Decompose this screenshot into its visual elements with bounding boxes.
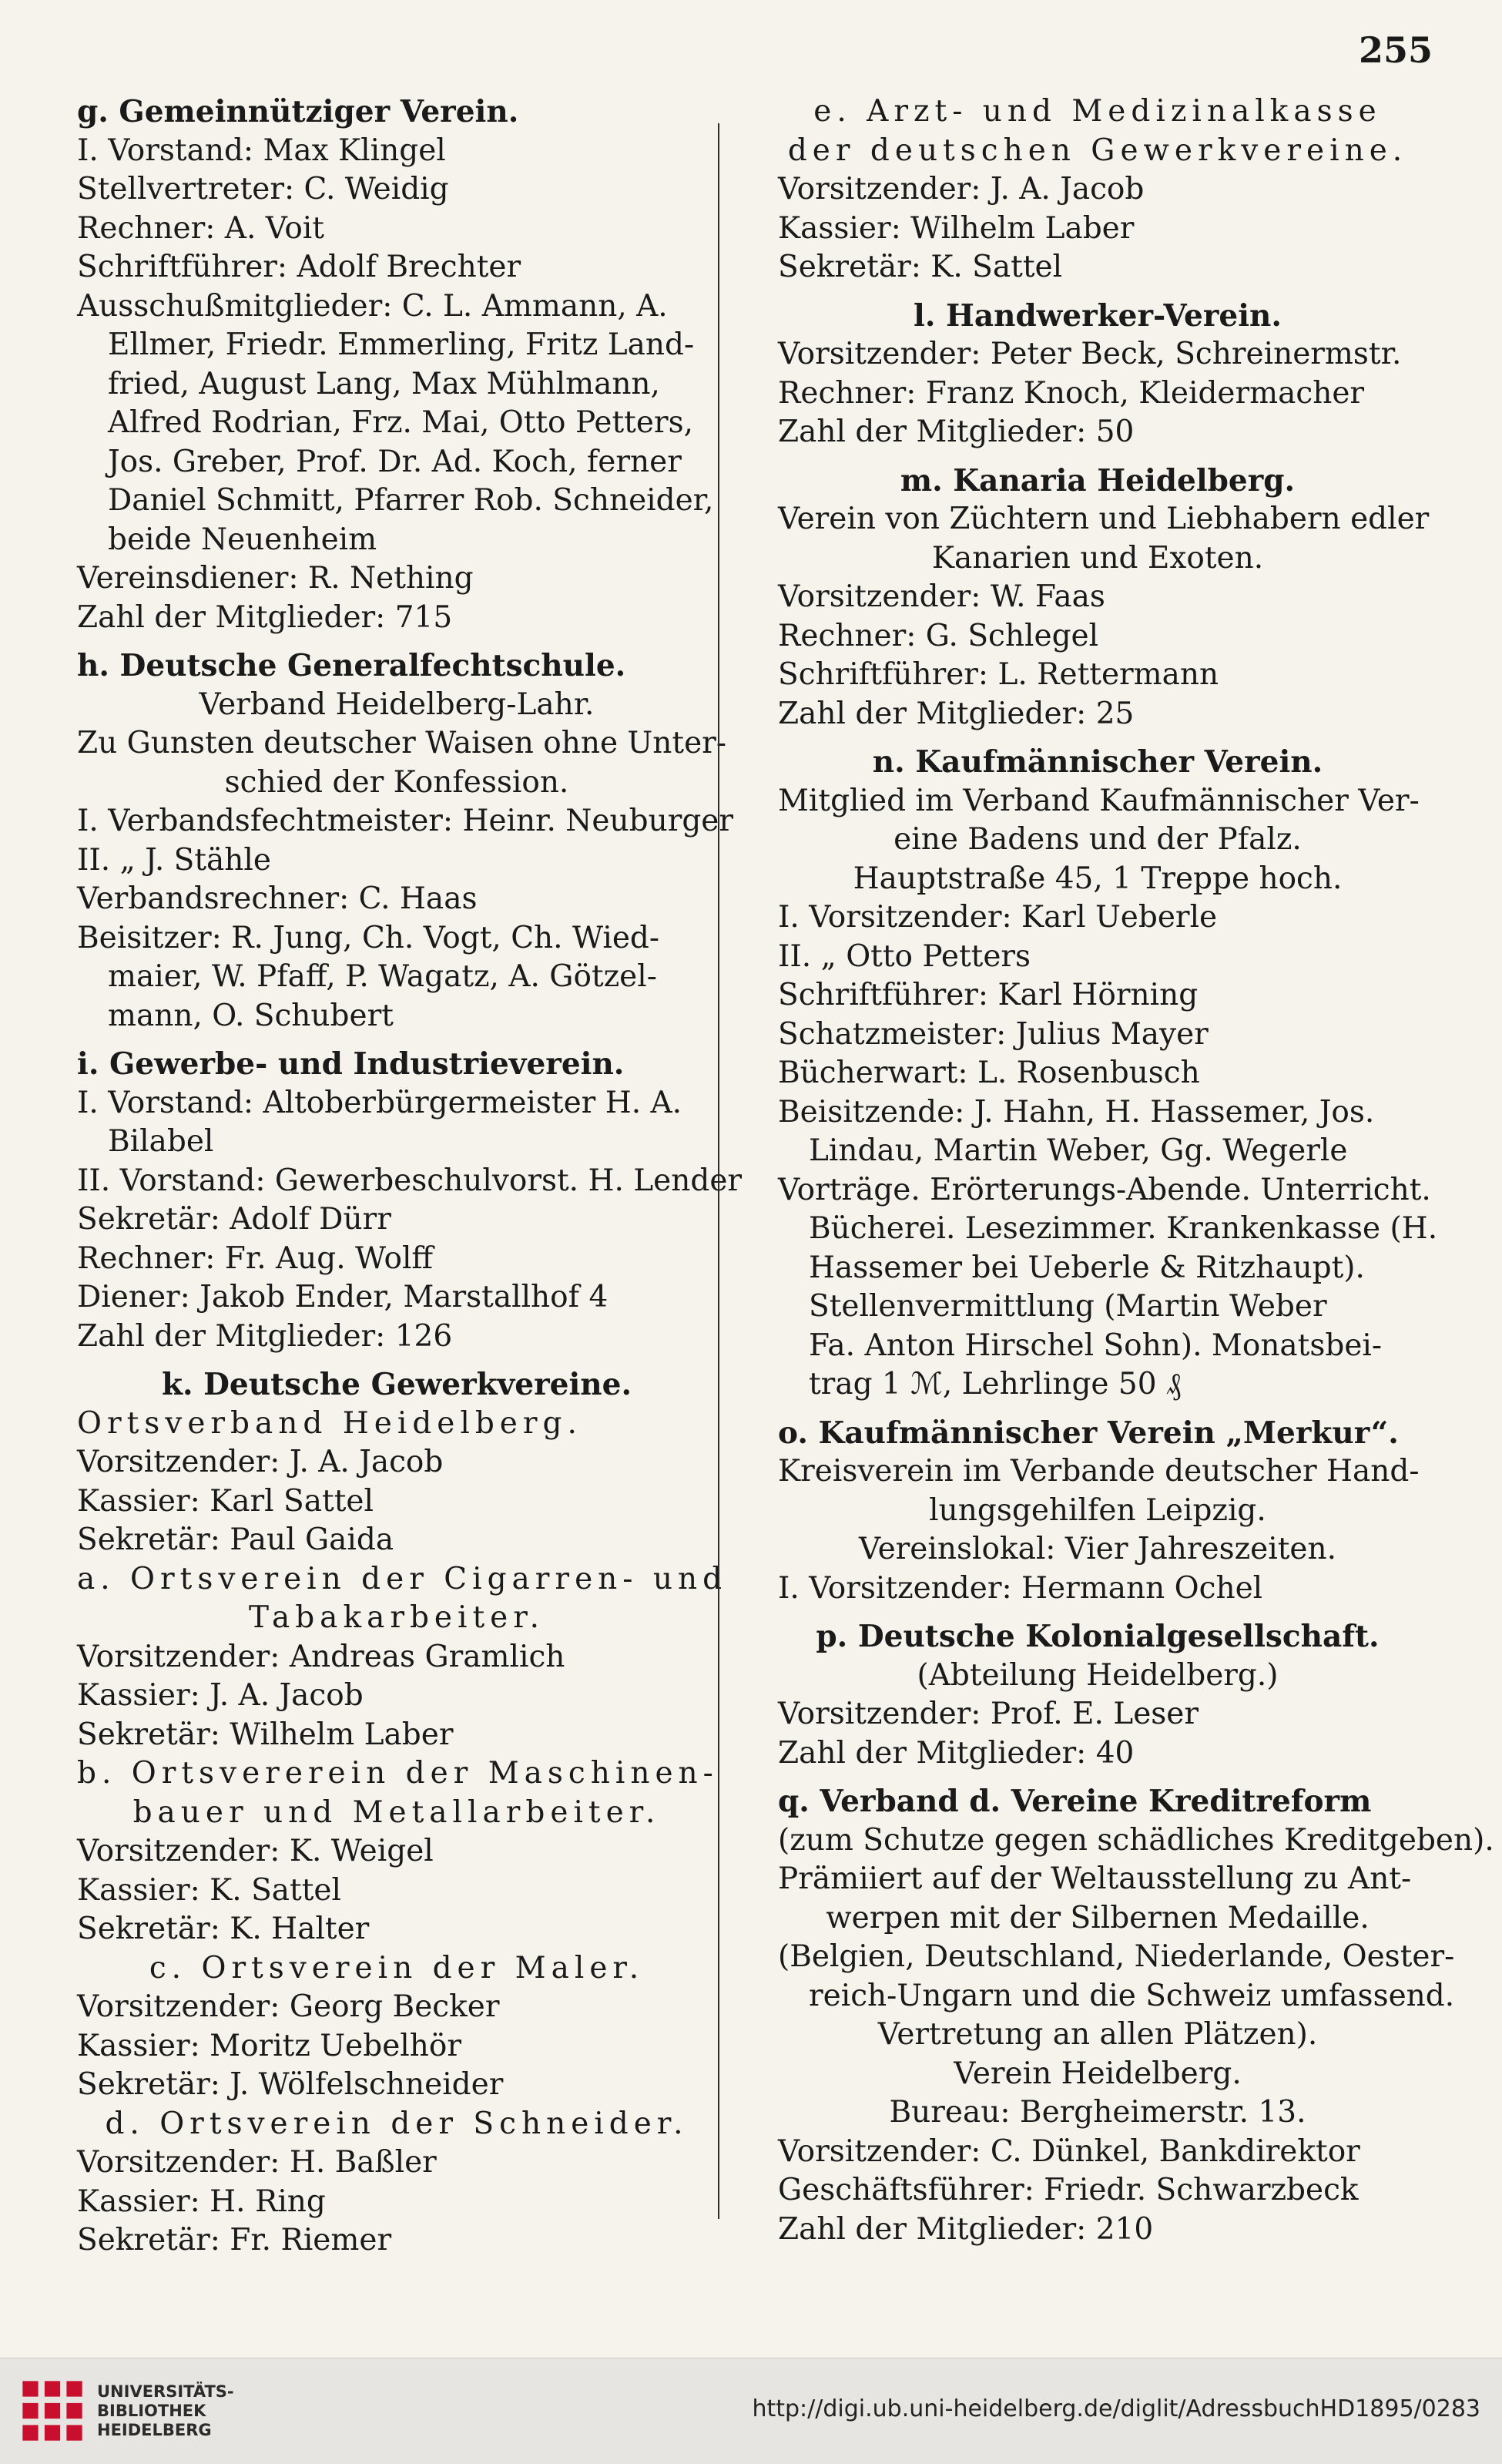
entry-line: Kassier: K. Sattel [77,1872,341,1908]
entry-line: I. Vorsitzender: Hermann Ochel [778,1570,1263,1606]
section-heading: g. Gemeinnütziger Verein. [77,94,519,129]
entry-line: Zahl der Mitglieder: 210 [778,2211,1154,2247]
entry-line: Diener: Jakob Ender, Marstallhof 4 [77,1280,609,1314]
entry-line: Rechner: A. Voit [77,210,324,246]
library-logo [17,2375,234,2446]
entry-line: Rechner: G. Schlegel [778,618,1099,653]
entry-line: Vorsitzender: Peter Beck, Schreinermstr. [778,337,1402,371]
source-url[interactable]: http://digi.ub.uni-heidelberg.de/diglit/AdressbuchHD1895/0283 [752,2395,1480,2422]
entry-line: Sekretär: Wilhelm Laber [77,1717,454,1752]
section-heading: n. Kaufmännischer Verein. [872,744,1323,780]
section-heading: m. Kanaria Heidelberg. [900,462,1296,499]
logo-line-2: BIBLIOTHEK [97,2401,206,2420]
entry-line: II. „ J. Stähle [77,842,271,878]
entry-line: Vorträge. Erörterungs-Abende. Unterricht. [778,1172,1431,1207]
entry-line: Vereinsdiener: R. Nething [77,561,474,596]
entry-line: Vorsitzender: Andreas Gramlich [77,1639,565,1674]
entry-line: II. „ Otto Petters [778,938,1031,974]
section-heading: l. Handwerker-Verein. [914,297,1282,334]
entry-line: Ortsverband Heidelberg. [77,1405,582,1441]
entry-line: Schriftführer: L. Rettermann [778,657,1219,692]
entry-line: bauer und Metallarbeiter. [132,1794,661,1830]
entry-line: Hassemer bei Ueberle & Ritzhaupt). [809,1250,1365,1285]
entry-line: Zahl der Mitglieder: 126 [77,1318,453,1354]
entry-line: Schatzmeister: Julius Mayer [778,1016,1209,1052]
entry-line: Verein von Züchtern und Liebhabern edler [778,502,1430,536]
entry-line: Sekretär: J. Wölfelschneider [77,2067,504,2102]
entry-line: Rechner: Franz Knoch, Kleidermacher [778,375,1365,411]
section-heading: q. Verband d. Vereine Kreditreform [778,1784,1372,1819]
entry-line: I. Vorsitzender: Karl Ueberle [778,900,1218,935]
entry-line: Vorsitzender: C. Dünkel, Bankdirektor [778,2133,1360,2169]
entry-line: schied der Konfession. [224,764,569,800]
entry-line: Lindau, Martin Weber, Gg. Wegerle [809,1133,1348,1168]
left-column [77,92,743,2261]
entry-line: Sekretär: Fr. Riemer [77,2223,392,2258]
entry-line: reich-Ungarn und die Schweiz umfassend. [809,1978,1455,2013]
entry-line: Hauptstraße 45, 1 Treppe hoch. [853,861,1343,896]
footer-bar [0,2358,1502,2464]
entry-line: Schriftführer: Karl Hörning [778,978,1199,1012]
entry-line: Ellmer, Friedr. Emmerling, Fritz Land- [108,327,695,362]
entry-line: Verbandsrechner: C. Haas [77,881,478,916]
entry-line: Fa. Anton Hirschel Sohn). Monatsbei- [809,1328,1383,1363]
entry-line: Bücherei. Lesezimmer. Krankenkasse (H. [809,1211,1438,1246]
entry-line: werpen mit der Silbernen Medaille. [826,1900,1370,1935]
entry-line: Vorsitzender: Prof. E. Leser [778,1697,1199,1731]
entry-line: Stellenvermittlung (Martin Weber [809,1289,1327,1324]
entry-line: Sekretär: Adolf Dürr [77,1202,391,1237]
entry-line: Prämiiert auf der Weltausstellung zu Ant- [778,1861,1412,1896]
entry-line: Stellvertreter: C. Weidig [77,172,449,206]
entry-line: Vorsitzender: H. Baßler [77,2145,437,2180]
entry-line: I. Vorstand: Altoberbürgermeister H. A. [77,1085,682,1120]
entry-line: I. Verbandsfechtmeister: Heinr. Neuburger [77,804,734,838]
entry-line: Verband Heidelberg-Lahr. [199,686,595,722]
entry-line: Alfred Rodrian, Frz. Mai, Otto Petters, [108,405,693,440]
entry-line: II. Vorstand: Gewerbeschulvorst. H. Lender [77,1163,743,1198]
entry-line: der deutschen Gewerkvereine. [787,133,1408,168]
logo-line-1: UNIVERSITÄTS- [97,2382,234,2401]
entry-line: Vereinslokal: Vier Jahreszeiten. [858,1532,1337,1566]
column-divider [718,123,719,2219]
entry-line: Beisitzende: J. Hahn, H. Hassemer, Jos. [778,1094,1375,1130]
entry-line: trag 1 ℳ, Lehrlinge 50 ₰ [809,1367,1182,1402]
entry-line: Zahl der Mitglieder: 25 [778,696,1135,731]
entry-line: Vorsitzender: K. Weigel [77,1834,434,1868]
entry-line: Rechner: Fr. Aug. Wolff [77,1240,434,1276]
entry-line: Mitglied im Verband Kaufmännischer Ver- [778,783,1420,818]
entry-line: eine Badens und der Pfalz. [893,822,1302,857]
entry-line: Kassier: Karl Sattel [77,1483,374,1519]
entry-line: fried, August Lang, Max Mühlmann, [108,366,660,401]
entry-line: Bilabel [108,1124,214,1159]
entry-line: I. Vorstand: Max Klingel [77,133,446,168]
entry-line: Tabakarbeiter. [248,1600,545,1635]
entry-line: Beisitzer: R. Jung, Ch. Vogt, Ch. Wied- [77,920,660,955]
entry-line: c. Ortsverein der Maler. [149,1950,645,1986]
entry-line: Geschäftsführer: Friedr. Schwarzbeck [778,2173,1359,2207]
entry-line: Zu Gunsten deutscher Waisen ohne Unter- [77,726,726,760]
entry-line: Vorsitzender: Georg Becker [77,1989,500,2024]
entry-line: Kreisverein im Verbande deutscher Hand- [778,1454,1420,1489]
entry-line: (Belgien, Deutschland, Niederlande, Oester- [778,1939,1455,1974]
section-heading: o. Kaufmännischer Verein „Merkur“. [778,1415,1399,1451]
entry-line: Vorsitzender: J. A. Jacob [77,1445,444,1479]
section-heading: h. Deutsche Generalfechtschule. [77,648,626,683]
entry-line: Sekretär: K. Halter [77,1912,370,1946]
logo-line-3: HEIDELBERG [97,2420,212,2439]
entry-line: maier, W. Pfaff, P. Wagatz, A. Götzel- [108,959,657,994]
entry-line: a. Ortsverein der Cigarren- und [77,1561,728,1596]
entry-line: e. Arzt- und Medizinalkasse [813,94,1382,129]
entry-line: Daniel Schmitt, Pfarrer Rob. Schneider, [108,483,714,518]
entry-line: Jos. Greber, Prof. Dr. Ad. Koch, ferner [108,444,682,479]
entry-line: Verein Heidelberg. [954,2056,1242,2091]
section-heading: i. Gewerbe- und Industrieverein. [77,1046,625,1082]
entry-line: d. Ortsverein der Schneider. [105,2106,689,2141]
entry-line: Kassier: J. A. Jacob [77,1678,364,1713]
entry-line: Zahl der Mitglieder: 50 [778,415,1135,449]
entry-line: Vorsitzender: W. Faas [778,579,1105,614]
entry-line: Vorsitzender: J. A. Jacob [778,172,1145,206]
entry-line: (zum Schutze gegen schädliches Kreditgeben). [778,1822,1494,1858]
entry-line: Sekretär: K. Sattel [778,250,1063,284]
entry-line: Kassier: Wilhelm Laber [778,210,1135,246]
entry-line: Zahl der Mitglieder: 40 [778,1735,1135,1771]
entry-line: b. Ortsvererein der Maschinen- [77,1756,719,1791]
entry-line: Vertretung an allen Plätzen). [877,2017,1318,2052]
entry-line: lungsgehilfen Leipzig. [929,1492,1266,1528]
entry-line: Zahl der Mitglieder: 715 [77,599,453,635]
entry-line: Ausschußmitglieder: C. L. Ammann, A. [77,288,668,324]
library-seal-icon [17,2375,88,2446]
entry-line: beide Neuenheim [108,522,377,557]
page-number: 255 [1358,29,1433,71]
entry-line: Schriftführer: Adolf Brechter [77,250,521,284]
entry-line: Bücherwart: L. Rosenbusch [778,1056,1200,1090]
entry-line: mann, O. Schubert [108,998,394,1033]
right-column [778,92,1494,2249]
entry-line: (Abteilung Heidelberg.) [917,1657,1279,1693]
entry-line: Sekretär: Paul Gaida [77,1522,394,1557]
entry-line: Kassier: H. Ring [77,2184,326,2219]
entry-line: Kassier: Moritz Uebelhör [77,2028,462,2063]
section-heading: p. Deutsche Kolonialgesellschaft. [816,1619,1380,1654]
section-heading: k. Deutsche Gewerkvereine. [161,1367,632,1402]
entry-line: Kanarien und Exoten. [931,540,1264,576]
entry-line: Bureau: Bergheimerstr. 13. [889,2095,1306,2130]
